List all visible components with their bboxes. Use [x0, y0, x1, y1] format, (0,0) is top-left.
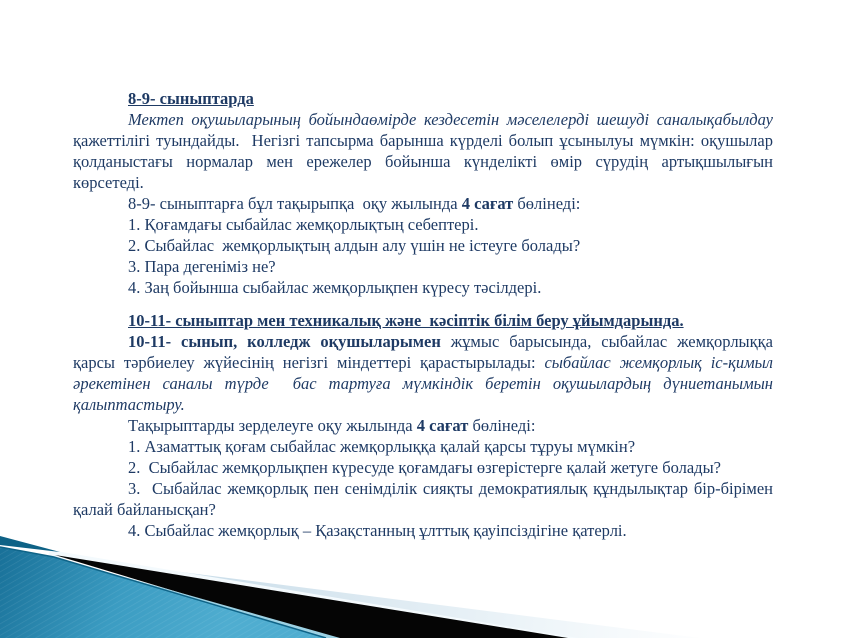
- footer-wedge-teal-texture: [0, 547, 326, 638]
- section2-list-item-1: 1. Азаматтық қоғам сыбайлас жемқорлыққа қалай қарсы тұруы мүмкін?: [128, 437, 636, 456]
- section2-list-item-4: 4. Сыбайлас жемқорлық – Қазақстанның ұлттық қауіпсіздігіне қатерлі.: [128, 521, 627, 540]
- footer-wedge-white-highlight: [48, 550, 578, 638]
- section2-hours-line: [73, 415, 773, 436]
- section1-list-item-3: 3. Пара дегеніміз не?: [128, 257, 276, 276]
- section1-paragraph-rest: қажеттілігі туындайды. Негізгі тапсырма барынша күрделі болып ұсынылуы мүмкін: оқушылар қолданыстағы нормалар мен ережелер бойынша күнделікті өмір сүрудің артықшылығын көрсетеді.: [73, 131, 778, 192]
- footer-teal-top-edge: [0, 547, 326, 638]
- footer-wedge-black: [55, 555, 568, 638]
- footer-wedge-teal: [0, 547, 326, 638]
- footer-wedge-pale: [118, 564, 700, 638]
- footer-hairline-blue: [54, 557, 340, 638]
- section2-paragraph-bold: 10-11- сынып, колледж оқушыларымен: [128, 332, 451, 351]
- section1-paragraph-italic: Мектеп оқушыларының бойындаөмірде кездесетін мәселелерді шешуді саналықабылдау: [128, 110, 778, 129]
- section2-paragraph: [73, 331, 778, 415]
- section1-heading: 8-9- сыныптарда: [128, 89, 254, 108]
- section2-list-item-2: 2. Сыбайлас жемқорлықпен күресуде қоғамдағы өзгерістерге қалай жетуге болады?: [128, 458, 721, 477]
- section1-list-item-4: 4. Заң бойынша сыбайлас жемқорлықпен күресу тәсілдері.: [128, 278, 542, 297]
- section1-paragraph: [73, 109, 778, 193]
- slide-text-block: [73, 88, 778, 541]
- section2-hours-bold: 4 сағат: [416, 416, 469, 435]
- section2-list-item-3: 3. Сыбайлас жемқорлық пен сенімділік сияқты демократиялық құндылықтар бір-бірімен қалай байланысқан?: [73, 479, 778, 519]
- section1-list-item-2: 2. Сыбайлас жемқорлықтың алдын алу үшін не істеуге болады?: [128, 236, 581, 255]
- section1-hours-post: бөлінеді:: [513, 194, 581, 213]
- section2-paragraph-italic: сыбайлас жемқорлық іс-қимыл әрекетінен саналы түрде бас тартуға мүмкіндік беретін оқушылардың дүниетанымын қалыптастыру.: [73, 353, 778, 414]
- section1-hours-pre: 8-9- сыныптарға бұл тақырыпқа оқу жылында: [128, 194, 462, 213]
- section2-hours-post: бөлінеді:: [468, 416, 536, 435]
- section1-hours-line: [73, 193, 773, 214]
- section1-list-item-1: 1. Қоғамдағы сыбайлас жемқорлықтың себептері.: [128, 215, 479, 234]
- section2-hours-pre: Тақырыптарды зерделеуге оқу жылында: [128, 416, 417, 435]
- section2-paragraph-regular: жұмыс барысында, сыбайлас жемқорлыққа қарсы тәрбиелеу жүйесінің негізгі міндеттері қарастырылады:: [73, 332, 778, 372]
- footer-corner-spike-darkteal: [0, 536, 60, 552]
- section2-heading: 10-11- сыныптар мен техникалық және кәсіптік білім беру ұйымдарында.: [128, 311, 684, 330]
- section1-hours-bold: 4 сағат: [461, 194, 514, 213]
